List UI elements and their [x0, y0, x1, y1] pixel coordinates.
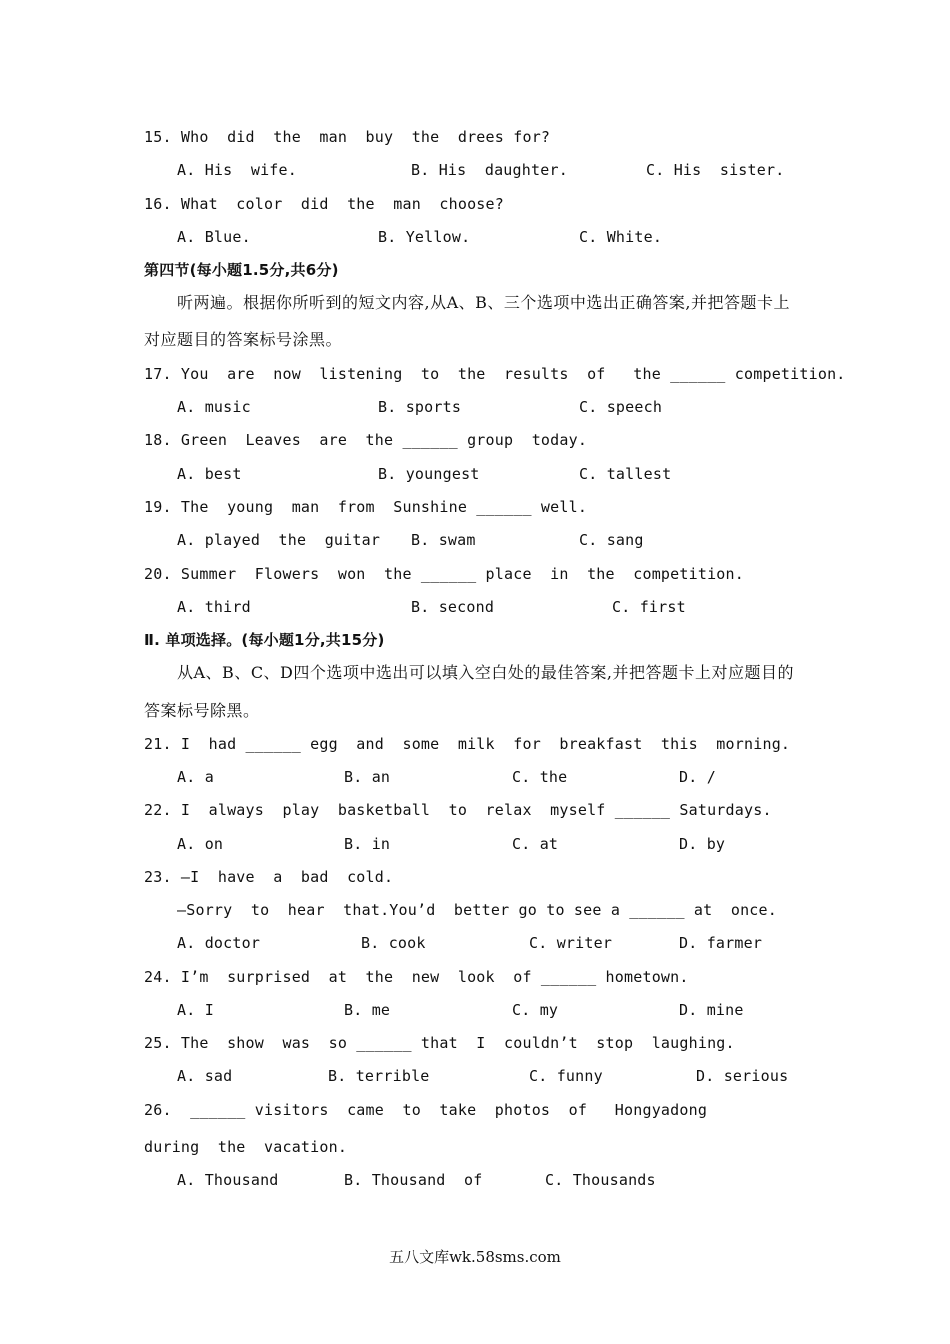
- section-4-instruction-line-2: 对应题目的答案标号涂黑。: [144, 330, 343, 349]
- question-22-option-d: D. by: [679, 835, 726, 853]
- section-4-heading: 第四节(每小题1.5分,共6分): [144, 261, 339, 279]
- section-4-instruction-line-1: 听两遍。根据你所听到的短文内容,从A、B、三个选项中选出正确答案,并把答题卡上: [177, 293, 790, 312]
- question-20-option-c: C. first: [612, 598, 686, 616]
- question-19-stem: 19. The young man from Sunshine ______ well.: [144, 498, 588, 516]
- question-17-option-b: B. sports: [378, 398, 462, 416]
- part-2-instruction-line-1: 从A、B、C、D四个选项中选出可以填入空白处的最佳答案,并把答题卡上对应题目的: [177, 663, 794, 682]
- question-21-option-a: A. a: [177, 768, 214, 786]
- question-22-option-c: C. at: [512, 835, 559, 853]
- question-24-option-a: A. I: [177, 1001, 214, 1019]
- question-23-stem-reply: —Sorry to hear that.You’d better go to see a ______ at once.: [177, 901, 777, 919]
- question-17-option-c: C. speech: [579, 398, 663, 416]
- question-24-option-b: B. me: [344, 1001, 391, 1019]
- page-footer-watermark: 五八文库wk.58sms.com: [389, 1248, 561, 1266]
- question-26-option-b: B. Thousand of: [344, 1171, 483, 1189]
- question-24-option-d: D. mine: [679, 1001, 744, 1019]
- question-15-option-b: B. His daughter.: [411, 161, 568, 179]
- part-2-heading: Ⅱ. 单项选择。(每小题1分,共15分): [144, 631, 385, 649]
- question-23-option-c: C. writer: [529, 934, 613, 952]
- question-19-option-c: C. sang: [579, 531, 644, 549]
- question-25-stem: 25. The show was so ______ that I couldn’t stop laughing.: [144, 1034, 735, 1052]
- question-16-option-c: C. White.: [579, 228, 663, 246]
- question-22-option-b: B. in: [344, 835, 391, 853]
- question-19-option-a: A. played the guitar: [177, 531, 381, 549]
- question-21-option-b: B. an: [344, 768, 391, 786]
- question-16-stem: 16. What color did the man choose?: [144, 195, 504, 213]
- question-22-option-a: A. on: [177, 835, 224, 853]
- question-21-option-d: D. /: [679, 768, 716, 786]
- question-24-option-c: C. my: [512, 1001, 559, 1019]
- question-26-option-c: C. Thousands: [545, 1171, 656, 1189]
- question-20-stem: 20. Summer Flowers won the ______ place in the competition.: [144, 565, 744, 583]
- question-26-option-a: A. Thousand: [177, 1171, 279, 1189]
- question-24-stem: 24. I’m surprised at the new look of ______ hometown.: [144, 968, 689, 986]
- question-19-option-b: B. swam: [411, 531, 476, 549]
- question-26-stem-continued: during the vacation.: [144, 1138, 348, 1156]
- question-18-stem: 18. Green Leaves are the ______ group today.: [144, 431, 588, 449]
- question-15-option-a: A. His wife.: [177, 161, 297, 179]
- question-23-option-d: D. farmer: [679, 934, 763, 952]
- question-26-stem: 26. ______ visitors came to take photos of Hongyadong: [144, 1101, 708, 1119]
- question-25-option-d: D. serious: [696, 1067, 789, 1085]
- question-23-option-a: A. doctor: [177, 934, 261, 952]
- question-18-option-c: C. tallest: [579, 465, 672, 483]
- question-17-option-a: A. music: [177, 398, 251, 416]
- question-18-option-a: A. best: [177, 465, 242, 483]
- question-17-stem: 17. You are now listening to the results of the ______ competition.: [144, 365, 846, 383]
- part-2-instruction-line-2: 答案标号除黑。: [144, 701, 260, 720]
- question-23-stem: 23. —I have a bad cold.: [144, 868, 394, 886]
- question-20-option-a: A. third: [177, 598, 251, 616]
- question-22-stem: 22. I always play basketball to relax myself ______ Saturdays.: [144, 801, 772, 819]
- question-25-option-a: A. sad: [177, 1067, 233, 1085]
- question-18-option-b: B. youngest: [378, 465, 480, 483]
- question-16-option-a: A. Blue.: [177, 228, 251, 246]
- question-15-option-c: C. His sister.: [646, 161, 785, 179]
- question-25-option-b: B. terrible: [328, 1067, 430, 1085]
- question-23-option-b: B. cook: [361, 934, 426, 952]
- question-15-stem: 15. Who did the man buy the drees for?: [144, 128, 551, 146]
- question-21-stem: 21. I had ______ egg and some milk for breakfast this morning.: [144, 735, 791, 753]
- question-16-option-b: B. Yellow.: [378, 228, 471, 246]
- question-25-option-c: C. funny: [529, 1067, 603, 1085]
- question-20-option-b: B. second: [411, 598, 495, 616]
- question-21-option-c: C. the: [512, 768, 568, 786]
